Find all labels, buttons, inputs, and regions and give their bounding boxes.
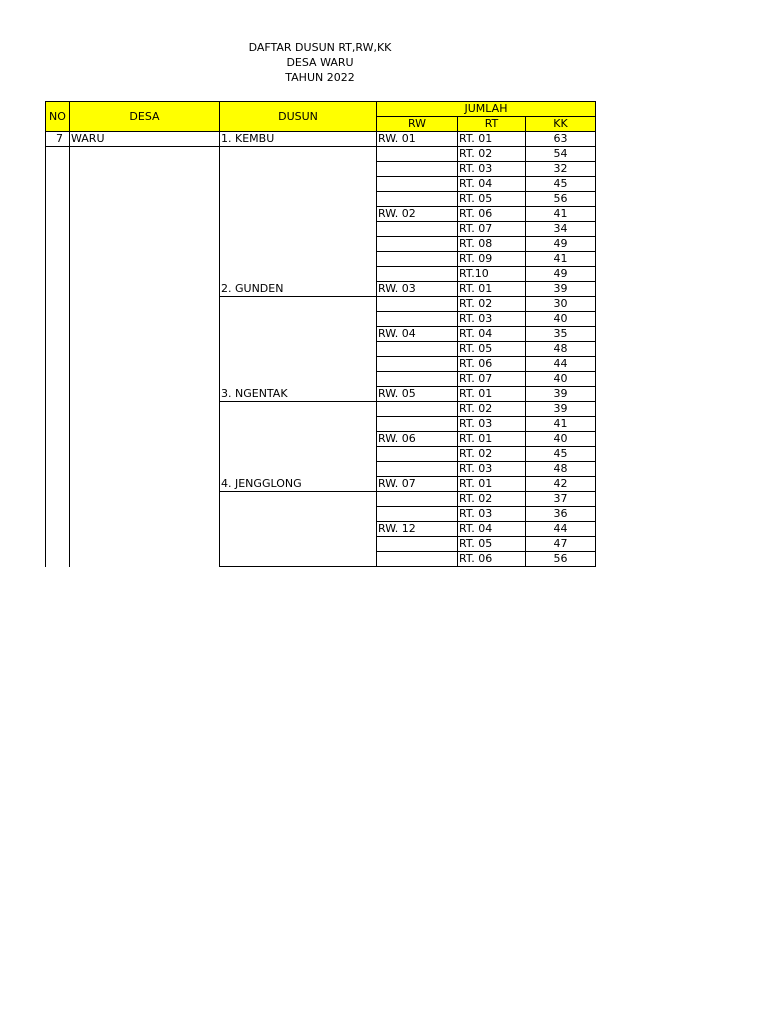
- table-row: [46, 357, 596, 372]
- table-row: [46, 267, 596, 282]
- cell-no: [46, 267, 70, 282]
- cell-dusun: 4. JENGGLONG: [220, 477, 377, 492]
- cell-kk: 48: [526, 462, 596, 477]
- cell-desa: [70, 177, 220, 192]
- cell-kk: 44: [526, 357, 596, 372]
- table-row: [46, 162, 596, 177]
- cell-rt: RT. 02: [458, 147, 526, 162]
- cell-rw: [377, 552, 458, 567]
- cell-rw: [377, 297, 458, 312]
- cell-dusun: [220, 312, 377, 327]
- cell-no: [46, 477, 70, 492]
- cell-no: [46, 507, 70, 522]
- cell-desa: [70, 552, 220, 567]
- cell-no: [46, 552, 70, 567]
- table-row: [46, 507, 596, 522]
- cell-dusun: [220, 327, 377, 342]
- cell-rw: [377, 237, 458, 252]
- cell-desa: [70, 207, 220, 222]
- cell-dusun: 3. NGENTAK: [220, 387, 377, 402]
- table-row: [46, 462, 596, 477]
- cell-kk: 32: [526, 162, 596, 177]
- cell-kk: 35: [526, 327, 596, 342]
- cell-kk: 54: [526, 147, 596, 162]
- cell-desa: [70, 162, 220, 177]
- cell-desa: [70, 507, 220, 522]
- cell-no: [46, 432, 70, 447]
- cell-no: [46, 192, 70, 207]
- cell-kk: 30: [526, 297, 596, 312]
- cell-dusun: [220, 537, 377, 552]
- cell-rt: RT. 01: [458, 132, 526, 147]
- cell-dusun: [220, 522, 377, 537]
- header-kk: KK: [526, 117, 596, 132]
- cell-rw: [377, 537, 458, 552]
- cell-rw: [377, 147, 458, 162]
- cell-no: [46, 207, 70, 222]
- table-row: [46, 297, 596, 312]
- cell-no: [46, 252, 70, 267]
- cell-dusun: [220, 192, 377, 207]
- cell-kk: 45: [526, 447, 596, 462]
- cell-kk: 45: [526, 177, 596, 192]
- cell-rw: [377, 312, 458, 327]
- cell-rw: [377, 252, 458, 267]
- cell-kk: 39: [526, 387, 596, 402]
- cell-rt: RT. 02: [458, 297, 526, 312]
- cell-dusun: [220, 507, 377, 522]
- cell-kk: 40: [526, 432, 596, 447]
- cell-no: [46, 297, 70, 312]
- cell-rt: RT. 06: [458, 357, 526, 372]
- cell-rt: RT. 01: [458, 387, 526, 402]
- cell-rw: [377, 267, 458, 282]
- cell-kk: 44: [526, 522, 596, 537]
- dusun-table: [45, 101, 596, 567]
- cell-rt: RT. 01: [458, 282, 526, 297]
- cell-kk: 36: [526, 507, 596, 522]
- cell-desa: [70, 327, 220, 342]
- cell-desa: [70, 492, 220, 507]
- title-line-1: DAFTAR DUSUN RT,RW,KK: [248, 41, 392, 54]
- table-row: [46, 207, 596, 222]
- cell-rw: [377, 507, 458, 522]
- cell-dusun: [220, 372, 377, 387]
- cell-dusun: [220, 147, 377, 162]
- cell-rw: RW. 04: [377, 327, 458, 342]
- cell-rt: RT. 06: [458, 207, 526, 222]
- cell-desa: WARU: [70, 132, 220, 147]
- cell-no: [46, 327, 70, 342]
- cell-rt: RT. 01: [458, 477, 526, 492]
- cell-rw: RW. 12: [377, 522, 458, 537]
- cell-rw: [377, 177, 458, 192]
- cell-dusun: [220, 432, 377, 447]
- cell-dusun: [220, 462, 377, 477]
- cell-dusun: [220, 177, 377, 192]
- header-dusun: DUSUN: [220, 102, 377, 132]
- cell-rw: RW. 03: [377, 282, 458, 297]
- table-row: [46, 537, 596, 552]
- cell-rt: RT. 03: [458, 417, 526, 432]
- cell-rt: RT. 04: [458, 522, 526, 537]
- cell-kk: 41: [526, 207, 596, 222]
- cell-dusun: [220, 492, 377, 507]
- cell-rt: RT. 07: [458, 222, 526, 237]
- cell-dusun: 1. KEMBU: [220, 132, 377, 147]
- cell-no: [46, 492, 70, 507]
- cell-rt: RT. 03: [458, 312, 526, 327]
- cell-kk: 39: [526, 282, 596, 297]
- cell-desa: [70, 432, 220, 447]
- cell-no: [46, 222, 70, 237]
- cell-dusun: [220, 552, 377, 567]
- cell-rw: [377, 417, 458, 432]
- table-row: [46, 177, 596, 192]
- cell-desa: [70, 417, 220, 432]
- cell-no: [46, 402, 70, 417]
- cell-no: [46, 387, 70, 402]
- cell-desa: [70, 372, 220, 387]
- cell-no: [46, 357, 70, 372]
- cell-kk: 34: [526, 222, 596, 237]
- table-row: [46, 372, 596, 387]
- cell-rt: RT. 03: [458, 507, 526, 522]
- header-rt: RT: [458, 117, 526, 132]
- cell-rt: RT. 04: [458, 177, 526, 192]
- cell-dusun: [220, 207, 377, 222]
- cell-desa: [70, 342, 220, 357]
- cell-desa: [70, 192, 220, 207]
- header-jumlah: JUMLAH: [377, 102, 596, 117]
- cell-rt: RT.10: [458, 267, 526, 282]
- cell-rw: [377, 492, 458, 507]
- cell-desa: [70, 267, 220, 282]
- cell-rw: [377, 192, 458, 207]
- cell-rw: [377, 372, 458, 387]
- cell-dusun: [220, 222, 377, 237]
- cell-no: [46, 282, 70, 297]
- cell-desa: [70, 312, 220, 327]
- cell-rw: RW. 02: [377, 207, 458, 222]
- cell-rw: RW. 07: [377, 477, 458, 492]
- cell-rw: RW. 05: [377, 387, 458, 402]
- cell-desa: [70, 252, 220, 267]
- cell-rt: RT. 02: [458, 402, 526, 417]
- title-line-2: DESA WARU: [286, 56, 354, 69]
- cell-rt: RT. 03: [458, 162, 526, 177]
- cell-no: [46, 462, 70, 477]
- cell-dusun: [220, 162, 377, 177]
- table-row: [46, 417, 596, 432]
- cell-rt: RT. 02: [458, 447, 526, 462]
- cell-rw: RW. 01: [377, 132, 458, 147]
- cell-kk: 41: [526, 417, 596, 432]
- table-row: [46, 147, 596, 162]
- cell-desa: [70, 537, 220, 552]
- cell-dusun: [220, 237, 377, 252]
- title-line-3: TAHUN 2022: [285, 71, 355, 84]
- cell-dusun: [220, 402, 377, 417]
- table-body: [46, 132, 596, 567]
- cell-kk: 48: [526, 342, 596, 357]
- cell-rt: RT. 05: [458, 192, 526, 207]
- cell-no: [46, 372, 70, 387]
- cell-dusun: [220, 447, 377, 462]
- cell-no: 7: [46, 132, 70, 147]
- cell-kk: 63: [526, 132, 596, 147]
- cell-kk: 39: [526, 402, 596, 417]
- cell-desa: [70, 387, 220, 402]
- cell-kk: 42: [526, 477, 596, 492]
- cell-kk: 56: [526, 552, 596, 567]
- cell-desa: [70, 447, 220, 462]
- cell-rw: [377, 402, 458, 417]
- table-row: [46, 522, 596, 537]
- cell-kk: 49: [526, 267, 596, 282]
- table-row: [46, 492, 596, 507]
- cell-kk: 41: [526, 252, 596, 267]
- table-row: [46, 222, 596, 237]
- header-no: NO: [46, 102, 70, 132]
- cell-dusun: [220, 267, 377, 282]
- cell-no: [46, 342, 70, 357]
- cell-rt: RT. 05: [458, 537, 526, 552]
- cell-desa: [70, 222, 220, 237]
- cell-desa: [70, 237, 220, 252]
- cell-dusun: [220, 357, 377, 372]
- cell-no: [46, 147, 70, 162]
- cell-no: [46, 177, 70, 192]
- cell-rw: [377, 462, 458, 477]
- table-row: [46, 282, 596, 297]
- cell-rt: RT. 06: [458, 552, 526, 567]
- cell-rt: RT. 03: [458, 462, 526, 477]
- cell-kk: 47: [526, 537, 596, 552]
- table-row: [46, 402, 596, 417]
- cell-dusun: [220, 417, 377, 432]
- cell-rw: [377, 342, 458, 357]
- cell-desa: [70, 477, 220, 492]
- cell-rt: RT. 02: [458, 492, 526, 507]
- cell-no: [46, 162, 70, 177]
- table-row: [46, 342, 596, 357]
- cell-no: [46, 537, 70, 552]
- table-row: [46, 237, 596, 252]
- cell-rt: RT. 09: [458, 252, 526, 267]
- cell-rw: RW. 06: [377, 432, 458, 447]
- cell-desa: [70, 282, 220, 297]
- document-title: [220, 40, 420, 85]
- table-row: [46, 432, 596, 447]
- cell-no: [46, 417, 70, 432]
- cell-kk: 40: [526, 312, 596, 327]
- cell-rw: [377, 447, 458, 462]
- cell-no: [46, 522, 70, 537]
- table-row: [46, 477, 596, 492]
- cell-kk: 49: [526, 237, 596, 252]
- cell-desa: [70, 462, 220, 477]
- cell-no: [46, 447, 70, 462]
- cell-rt: RT. 05: [458, 342, 526, 357]
- cell-desa: [70, 147, 220, 162]
- table-row: [46, 447, 596, 462]
- cell-no: [46, 312, 70, 327]
- table-row: [46, 552, 596, 567]
- cell-desa: [70, 522, 220, 537]
- header-desa: DESA: [70, 102, 220, 132]
- table-row: [46, 252, 596, 267]
- table-row: [46, 132, 596, 147]
- cell-dusun: [220, 297, 377, 312]
- cell-dusun: [220, 252, 377, 267]
- table-row: [46, 327, 596, 342]
- cell-desa: [70, 297, 220, 312]
- cell-kk: 56: [526, 192, 596, 207]
- cell-rt: RT. 08: [458, 237, 526, 252]
- cell-rw: [377, 357, 458, 372]
- cell-rw: [377, 222, 458, 237]
- cell-kk: 37: [526, 492, 596, 507]
- header-rw: RW: [377, 117, 458, 132]
- cell-no: [46, 237, 70, 252]
- cell-rt: RT. 04: [458, 327, 526, 342]
- cell-dusun: [220, 342, 377, 357]
- cell-rt: RT. 01: [458, 432, 526, 447]
- cell-desa: [70, 357, 220, 372]
- cell-kk: 40: [526, 372, 596, 387]
- cell-rt: RT. 07: [458, 372, 526, 387]
- cell-dusun: 2. GUNDEN: [220, 282, 377, 297]
- cell-desa: [70, 402, 220, 417]
- table-row: [46, 312, 596, 327]
- table-row: [46, 387, 596, 402]
- table-row: [46, 192, 596, 207]
- cell-rw: [377, 162, 458, 177]
